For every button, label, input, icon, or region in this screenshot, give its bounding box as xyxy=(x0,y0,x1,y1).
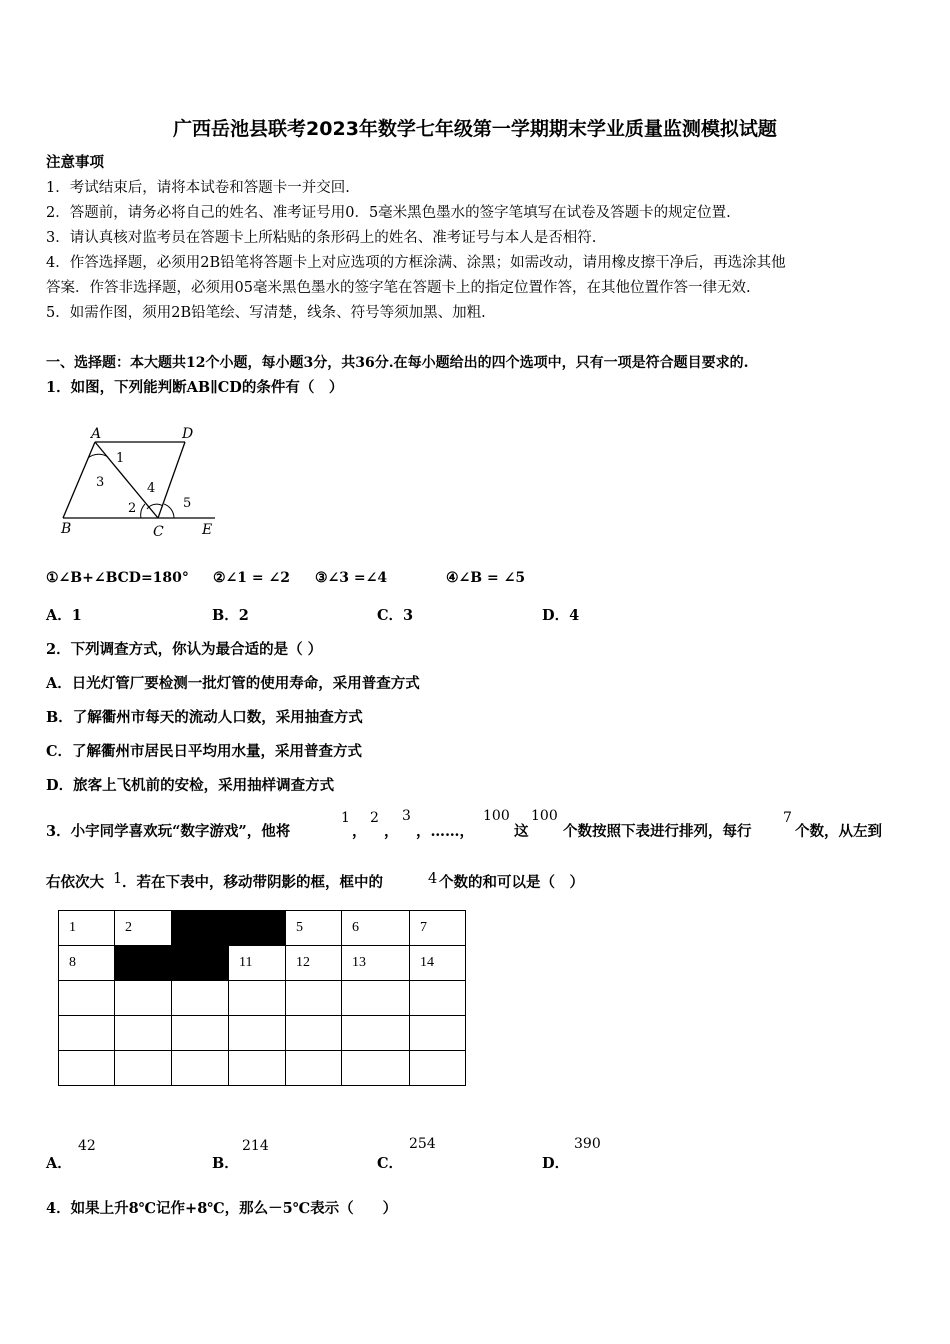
number-1: 1 xyxy=(113,871,123,887)
question-3-text: 3．小宇同学喜欢玩“数字游戏”，他将 xyxy=(46,823,291,840)
table-cell xyxy=(286,1016,342,1051)
table-cell: 11 xyxy=(229,946,286,981)
option-a[interactable]: A． xyxy=(46,1155,72,1172)
question-3-text: 右依次大 xyxy=(46,874,104,891)
number-100: 100 xyxy=(483,808,510,824)
option-d[interactable]: D．4 xyxy=(542,607,580,624)
table-cell: 14 xyxy=(410,946,466,981)
option-b[interactable]: B． xyxy=(212,1155,239,1172)
notice-item: 3．请认真核对监考员在答题卡上所粘贴的条形码上的姓名、准考证号与本人是否相符. xyxy=(46,230,597,246)
table-cell xyxy=(342,1051,410,1086)
shaded-cell xyxy=(172,946,229,981)
table-cell xyxy=(410,981,466,1016)
option-c[interactable]: C．3 xyxy=(377,607,414,624)
table-cell xyxy=(59,1016,115,1051)
question-3-text: 这 xyxy=(514,823,529,840)
table-cell xyxy=(115,1016,172,1051)
angle-label-4: 4 xyxy=(147,481,156,496)
angle-label-1: 1 xyxy=(116,451,125,466)
table-cell xyxy=(172,981,229,1016)
angle-label-3: 3 xyxy=(96,475,105,490)
option-a[interactable]: A．1 xyxy=(46,607,82,624)
count-100: 100 xyxy=(531,808,558,824)
condition-3: ③∠3 =∠4 xyxy=(315,570,388,586)
notice-heading: 注意事项 xyxy=(46,154,104,171)
table-cell xyxy=(342,981,410,1016)
question-1-stem: 1．如图，下列能判断AB∥CD的条件有（ ） xyxy=(46,379,344,396)
table-cell xyxy=(229,1051,286,1086)
separator: ，……， xyxy=(416,823,474,840)
option-c[interactable]: C． xyxy=(377,1155,404,1172)
question-3-text: 个数，从左到 xyxy=(795,823,882,840)
question-3-text: ．若在下表中，移动带阴影的框，框中的 xyxy=(122,874,383,891)
question-3-text: 个数的和可以是（ ） xyxy=(439,874,584,891)
table-cell: 2 xyxy=(115,911,172,946)
shaded-cell xyxy=(229,911,286,946)
table-cell xyxy=(115,981,172,1016)
table-cell xyxy=(410,1051,466,1086)
angle-label-2: 2 xyxy=(128,501,137,516)
table-cell xyxy=(172,1051,229,1086)
table-cell xyxy=(229,981,286,1016)
point-label-a: A xyxy=(91,426,102,442)
option-a-value: 42 xyxy=(78,1138,96,1154)
option-b[interactable]: B．2 xyxy=(212,607,249,624)
number-7: 7 xyxy=(783,810,792,826)
table-cell xyxy=(59,1051,115,1086)
separator: ， xyxy=(352,823,367,840)
shaded-cell xyxy=(115,946,172,981)
table-cell: 6 xyxy=(342,911,410,946)
number-4: 4 xyxy=(428,871,438,887)
option-d[interactable]: D． xyxy=(542,1155,570,1172)
notice-item: 答案．作答非选择题，必须用05毫米黑色墨水的签字笔在答题卡上的指定位置作答，在其他位置作答一律无效. xyxy=(46,280,751,296)
number-3: 3 xyxy=(402,808,411,824)
page-title: 广西岳池县联考2023年数学七年级第一学期期末学业质量监测模拟试题 xyxy=(173,118,777,140)
option-d-value: 390 xyxy=(574,1136,601,1152)
angle-label-5: 5 xyxy=(183,496,192,511)
question-4-stem: 4．如果上升8℃记作+8℃，那么－5℃表示（ ） xyxy=(46,1200,398,1217)
table-cell: 8 xyxy=(59,946,115,981)
point-label-b: B xyxy=(61,521,72,537)
table-cell xyxy=(342,1016,410,1051)
notice-item: 1．考试结束后，请将本试卷和答题卡一并交回. xyxy=(46,180,350,196)
number-1: 1 xyxy=(341,810,350,826)
separator: ， xyxy=(384,823,399,840)
table-cell xyxy=(115,1051,172,1086)
condition-4: ④∠B = ∠5 xyxy=(446,570,526,586)
question-3-text: 个数按照下表进行排列，每行 xyxy=(563,823,752,840)
condition-1: ①∠B+∠BCD=180° xyxy=(46,570,189,586)
table-cell xyxy=(286,981,342,1016)
question-2-stem: 2．下列调查方式，你认为最合适的是（ ） xyxy=(46,641,323,658)
point-label-e: E xyxy=(202,522,213,538)
point-label-c: C xyxy=(153,524,164,540)
table-cell: 1 xyxy=(59,911,115,946)
table-cell: 7 xyxy=(410,911,466,946)
table-cell xyxy=(172,1016,229,1051)
option-a[interactable]: A．日光灯管厂要检测一批灯管的使用寿命，采用普查方式 xyxy=(46,675,420,692)
table-cell: 12 xyxy=(286,946,342,981)
table-cell xyxy=(59,981,115,1016)
table-cell xyxy=(286,1051,342,1086)
condition-2: ②∠1 = ∠2 xyxy=(213,570,290,586)
point-label-d: D xyxy=(182,426,194,442)
question-1-figure xyxy=(55,420,225,545)
option-b[interactable]: B．了解衢州市每天的流动人口数，采用抽查方式 xyxy=(46,709,363,726)
number-2: 2 xyxy=(370,810,379,826)
notice-item: 5．如需作图，须用2B铅笔绘、写清楚，线条、符号等须加黑、加粗. xyxy=(46,305,486,321)
notice-item: 4．作答选择题，必须用2B铅笔将答题卡上对应选项的方框涂满、涂黑；如需改动，请用橡皮擦干净后，再选涂其他 xyxy=(46,255,786,271)
table-cell: 13 xyxy=(342,946,410,981)
option-d[interactable]: D．旅客上飞机前的安检，采用抽样调查方式 xyxy=(46,777,335,794)
option-c[interactable]: C．了解衢州市居民日平均用水量，采用普查方式 xyxy=(46,743,363,760)
option-b-value: 214 xyxy=(242,1138,269,1154)
table-cell xyxy=(229,1016,286,1051)
table-cell: 5 xyxy=(286,911,342,946)
option-c-value: 254 xyxy=(409,1136,436,1152)
notice-item: 2．答题前，请务必将自己的姓名、准考证号用0．5毫米黑色墨水的签字笔填写在试卷及答题卡的规定位置. xyxy=(46,205,731,221)
table-cell xyxy=(410,1016,466,1051)
number-table xyxy=(58,910,466,1086)
section-heading: 一、选择题：本大题共12个小题，每小题3分，共36分.在每小题给出的四个选项中，只有一项是符合题目要求的. xyxy=(46,355,749,371)
shaded-cell xyxy=(172,911,229,946)
